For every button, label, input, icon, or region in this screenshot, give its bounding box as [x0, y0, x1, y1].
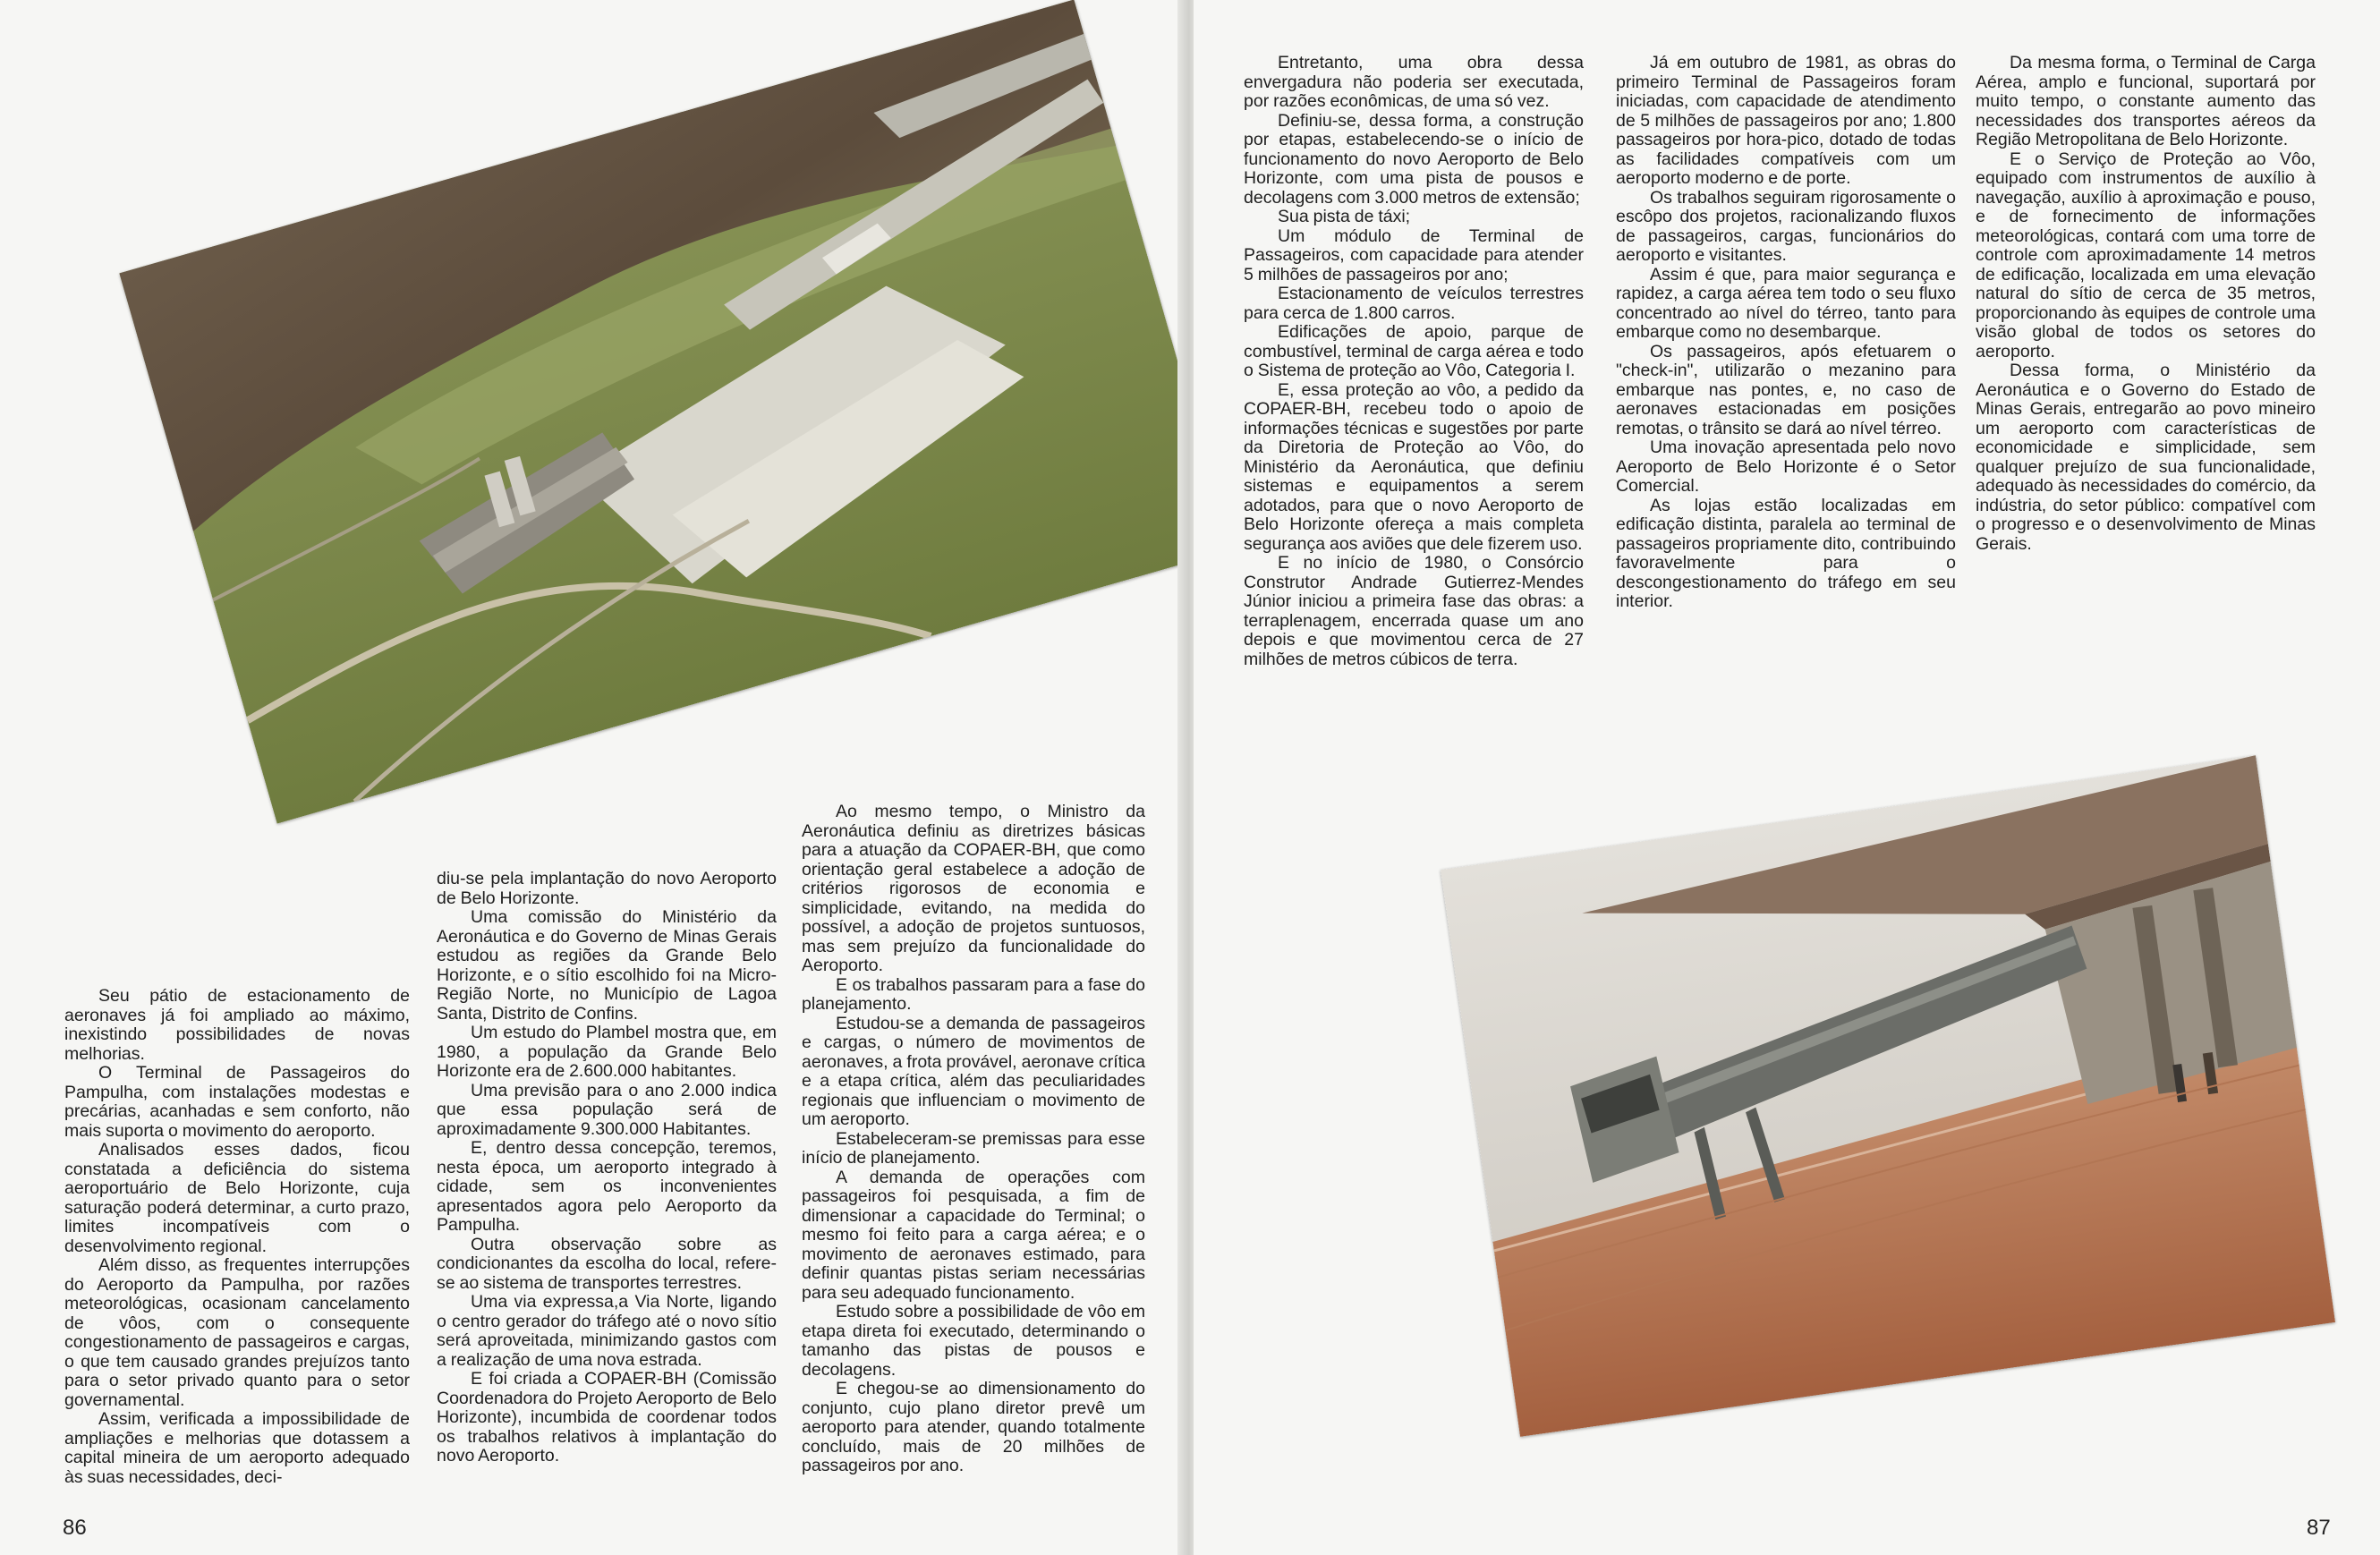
paragraph: Já em outubro de 1981, as obras do primeiro Terminal de Passageiros foram iniciadas, com capacidade de atendimento de 5 milhões de passageiros por ano; 1.800 passageiros por hora-pico, dotado de todas as facilidades compatíveis com um aeroporto moderno e de porte.	[1616, 53, 1956, 188]
paragraph: E chegou-se ao dimensionamento do conjunto, cujo plano diretor prevê um aeroporto para atender, quando totalmente concluído, mais de 20 milhões de passageiros por ano.	[802, 1379, 1145, 1475]
paragraph: Assim é que, para maior segurança e rapidez, a carga aérea tem todo o seu fluxo concentrado ao nível do térreo, tanto para embarque como no desembarque.	[1616, 264, 1956, 342]
paragraph: Uma via expressa,a Via Norte, ligando o centro gerador do tráfego até o novo sítio será aproveitada, minimizando gastos com a realização de uma nova estrada.	[437, 1292, 777, 1370]
page-number: 86	[63, 1516, 87, 1540]
paragraph: Estabeleceram-se premissas para esse início de planejamento.	[802, 1128, 1145, 1168]
left-page-column-2	[437, 870, 777, 1466]
aerial-airport-construction-photo	[119, 0, 1231, 824]
paragraph: Estudou-se a demanda de passageiros e cargas, o número de movimentos de aeronaves, a frota provável, aeronave crítica e a etapa crítica, além das peculiaridades regionais que influenciam o movimento de um aeroporto.	[802, 1013, 1145, 1129]
paragraph: Estudo sobre a possibilidade de vôo em etapa direta foi executado, determinando o tamanho das pistas de pousos e decolagens.	[802, 1302, 1145, 1380]
paragraph: E, essa proteção ao vôo, a pedido da COPAER-BH, recebeu todo o apoio de informações técnicas e sugestões por parte da Diretoria de Proteção ao Vôo, do Ministério da Aeronáutica, que definiu sistemas e equipamentos a serem adotados, para que o novo Aeroporto de Belo Horizonte ofereça a mais completa segurança aos aviões que dele fizerem uso.	[1244, 379, 1584, 554]
paragraph: O Terminal de Passageiros do Pampulha, com instalações modestas e precárias, acanhadas e sem conforto, não mais suporta o movimento do aeroporto.	[64, 1063, 410, 1141]
aerial-photo-icon	[119, 0, 1231, 824]
right-page-column-3	[1976, 54, 2316, 554]
paragraph: Entretanto, uma obra dessa envergadura não poderia ser executada, por razões econômicas, de uma só vez.	[1244, 53, 1584, 111]
paragraph: Assim, verificada a impossibilidade de ampliações e melhorias que dotassem a capital mineira de um aeroporto adequado às suas necessidades, deci-	[64, 1409, 410, 1487]
paragraph: Da mesma forma, o Terminal de Carga Aérea, amplo e funcional, suportará por muito tempo, o constante aumento das necessidades dos transportes aéreos da Região Metropolitana de Belo Horizonte.	[1976, 53, 2316, 149]
paragraph: Estacionamento de veículos terrestres para cerca de 1.800 carros.	[1244, 284, 1584, 323]
paragraph: Seu pátio de estacionamento de aeronaves já foi ampliado ao máximo, inexistindo possibilidades de novas melhorias.	[64, 986, 410, 1064]
paragraph: Além disso, as frequentes interrupções do Aeroporto da Pampulha, por razões meteorológicas, ocasionam cancelamento de vôos, com o consequente congestionamento de passageiros e cargas, o que tem causado grandes prejuízos tanto para o setor privado quanto para o setor governamental.	[64, 1255, 410, 1410]
left-page-column-1	[64, 987, 410, 1487]
paragraph: Um módulo de Terminal de Passageiros, com capacidade para atender 5 milhões de passageiros por ano;	[1244, 225, 1584, 285]
right-page-column-1	[1244, 54, 1584, 669]
paragraph: Dessa forma, o Ministério da Aeronáutica e o Governo do Estado de Minas Gerais, entregarão ao povo mineiro um aeroporto com características de economicidade e simplicidade, sem qualquer prejuízo de sua funcionalidade, adequado às necessidades do comércio, da indústria, do setor público: compatível com o progresso e o desenvolvimento de Minas Gerais.	[1976, 361, 2316, 554]
paragraph: Edificações de apoio, parque de combustível, terminal de carga aérea e todo o Sistema de proteção ao Vôo, Categoria I.	[1244, 322, 1584, 380]
page-number: 87	[2307, 1516, 2331, 1540]
jetway-photo-icon	[1441, 755, 2335, 1437]
paragraph: Uma inovação apresentada pelo novo Aeroporto de Belo Horizonte é o Setor Comercial.	[1616, 438, 1956, 496]
paragraph: E os trabalhos passaram para a fase do planejamento.	[802, 974, 1145, 1014]
right-page	[1194, 0, 2380, 1555]
paragraph: Uma previsão para o ano 2.000 indica que essa população será de aproximadamente 9.300.000 Habitantes.	[437, 1080, 777, 1139]
paragraph: Outra observação sobre as condicionantes da escolha do local, refere-se ao sistema de transportes terrestres.	[437, 1234, 777, 1293]
paragraph: Analisados esses dados, ficou constatada a deficiência do sistema aeroportuário de Belo Horizonte, cuja saturação poderá determinar, a curto prazo, limites incompatíveis com o desenvolvimento regional.	[64, 1140, 410, 1256]
paragraph: Um estudo do Plambel mostra que, em 1980, a população da Grande Belo Horizonte era de 2.600.000 habitantes.	[437, 1023, 777, 1081]
paragraph: Os passageiros, após efetuarem o "check-in", utilizarão o mezanino para embarque nas pontes, e, no caso de aeronaves estacionadas em posições remotas, o trânsito se dará ao nível térreo.	[1616, 341, 1956, 438]
paragraph: E no início de 1980, o Consórcio Construtor Andrade Gutierrez-Mendes Júnior iniciou a primeira fase das obras: a terraplenagem, encerrada quase um ano depois e que movimentou cerca de 27 milhões de metros cúbicos de terra.	[1244, 553, 1584, 669]
paragraph: As lojas estão localizadas em edificação distinta, paralela ao terminal de passageiros propriamente dito, contribuindo favoravelmente para o descongestionamento do tráfego em seu interior.	[1616, 495, 1956, 611]
paragraph: Os trabalhos seguiram rigorosamente o escôpo dos projetos, racionalizando fluxos de passageiros, cargas, funcionários do aeroporto e visitantes.	[1616, 187, 1956, 265]
left-page	[0, 0, 1186, 1555]
paragraph: E o Serviço de Proteção ao Vôo, equipado com instrumentos de auxílio à navegação, auxílio à aproximação e pouso, e de fornecimento de informações meteorológicas, contará com uma torre de controle com aproximadamente 14 metros de edificação, localizada em uma elevação natural do sítio de cerca de 35 metros, proporcionando às equipes de controle uma visão global de todos os setores do aeroporto.	[1976, 149, 2316, 361]
paragraph: Ao mesmo tempo, o Ministro da Aeronáutica definiu as diretrizes básicas para a atuação da COPAER-BH, que como orientação geral estabelece a adoção de critérios rigorosos de economia e simplicidade, evitando, na medida do possível, a adoção de projetos suntuosos, mas sem prejuízo da funcionalidade do Aeroporto.	[802, 802, 1145, 975]
left-page-column-3	[802, 803, 1145, 1476]
right-page-column-2	[1616, 54, 1956, 612]
paragraph: Uma comissão do Ministério da Aeronáutica e do Governo de Minas Gerais estudou as regiões da Grande Belo Horizonte, e o sítio escolhido foi na Micro-Região Norte, no Município de Lagoa Santa, Distrito de Confins.	[437, 907, 777, 1024]
jetway-boarding-bridge-photo	[1441, 755, 2335, 1437]
paragraph: A demanda de operações com passageiros foi pesquisada, a fim de dimensionar a capacidade do Terminal; o mesmo foi feito para a carga aérea; e o movimento de aeronaves estimado, para definir quantas pistas seriam necessárias para seu adequado funcionamento.	[802, 1167, 1145, 1303]
paragraph: Sua pista de táxi;	[1278, 207, 1411, 226]
paragraph: diu-se pela implantação do novo Aeroporto de Belo Horizonte.	[437, 869, 777, 908]
paragraph: E foi criada a COPAER-BH (Comissão Coordenadora do Projeto Aeroporto de Belo Horizonte), incumbida de coordenar todos os trabalhos relativos à implantação do novo Aeroporto.	[437, 1369, 777, 1466]
paragraph: Definiu-se, dessa forma, a construção por etapas, estabelecendo-se o início de funcionamento do novo Aeroporto de Belo Horizonte, com uma pista de pousos e decolagens com 3.000 metros de extensão;	[1244, 110, 1584, 208]
paragraph: E, dentro dessa concepção, teremos, nesta época, um aeroporto integrado à cidade, sem os inconvenientes apresentados agora pelo Aeroporto da Pampulha.	[437, 1138, 777, 1235]
